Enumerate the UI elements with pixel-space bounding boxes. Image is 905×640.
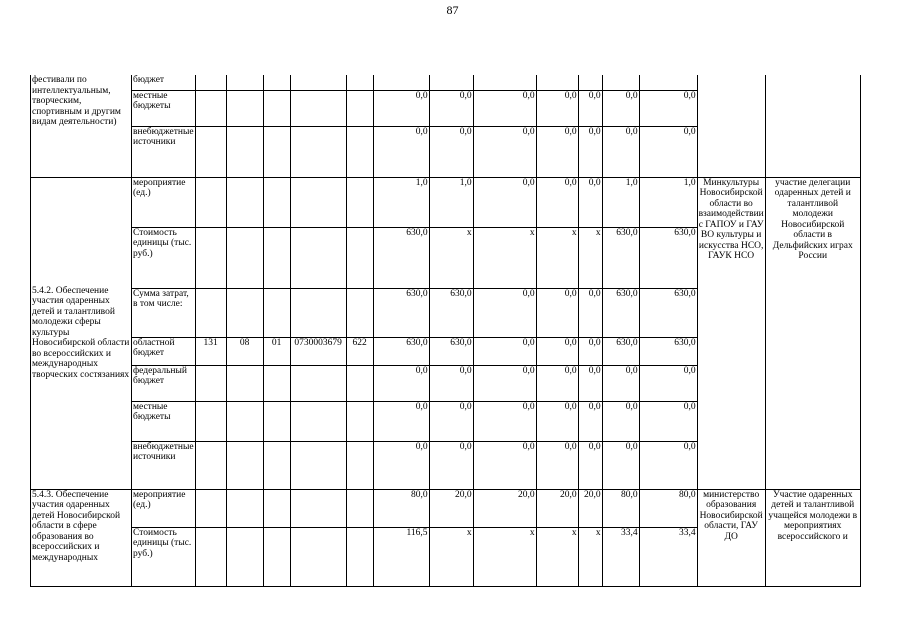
amount-cell: 630,0 xyxy=(602,288,639,337)
amount-cell xyxy=(473,75,536,90)
amount-cell: 0,0 xyxy=(429,126,473,177)
funding-source: Стоимость единицы (тыс. руб.) xyxy=(132,527,196,586)
amount-cell: 0,0 xyxy=(578,288,602,337)
amount-cell: 0,0 xyxy=(536,177,578,227)
budget-code-cell xyxy=(346,489,373,527)
budget-code-cell xyxy=(195,401,226,441)
amount-cell: 630,0 xyxy=(373,288,429,337)
budget-code-cell xyxy=(346,90,373,126)
budget-code-cell xyxy=(346,227,373,288)
amount-cell: 0,0 xyxy=(578,337,602,365)
budget-code-cell xyxy=(263,227,290,288)
funding-source: местные бюджеты xyxy=(132,90,196,126)
budget-code-cell xyxy=(226,365,263,401)
budget-code-cell: 0730003679 xyxy=(290,337,346,365)
amount-cell: 0,0 xyxy=(536,441,578,489)
budget-code-cell xyxy=(226,489,263,527)
amount-cell: 0,0 xyxy=(473,365,536,401)
budget-code-cell xyxy=(290,489,346,527)
page-number: 87 xyxy=(446,3,459,17)
activity-name: фестивали по интеллектуальным, творческим, спортивным и другим видам деятельности) xyxy=(31,75,132,177)
amount-cell xyxy=(578,75,602,90)
budget-code-cell xyxy=(290,126,346,177)
budget-code-cell xyxy=(346,75,373,90)
budget-code-cell xyxy=(290,90,346,126)
activity-name: 5.4.2. Обеспечение участия одаренных детей и талантливой молодежи сферы культуры Новосибирской области во всероссийских и международных творческих состязаниях xyxy=(31,177,132,489)
amount-cell: 80,0 xyxy=(373,489,429,527)
budget-table xyxy=(30,75,861,587)
budget-code-cell: 08 xyxy=(226,337,263,365)
budget-code-cell xyxy=(346,365,373,401)
amount-cell: x xyxy=(473,527,536,586)
budget-code-cell xyxy=(346,288,373,337)
budget-code-cell xyxy=(226,527,263,586)
amount-cell: 0,0 xyxy=(602,365,639,401)
amount-cell: 1,0 xyxy=(639,177,697,227)
amount-cell: 0,0 xyxy=(639,90,697,126)
budget-code-cell xyxy=(226,177,263,227)
executor-cell: Минкультуры Новосибирской области во взаимодействии с ГАПОУ и ГАУ ВО культуры и искусства НСО, ГАУК НСО xyxy=(697,177,765,489)
amount-cell: 0,0 xyxy=(373,90,429,126)
budget-code-cell xyxy=(346,126,373,177)
amount-cell: 33,4 xyxy=(639,527,697,586)
amount-cell: 20,0 xyxy=(429,489,473,527)
amount-cell xyxy=(639,75,697,90)
amount-cell: 0,0 xyxy=(536,126,578,177)
amount-cell: 630,0 xyxy=(429,337,473,365)
amount-cell: 0,0 xyxy=(578,126,602,177)
amount-cell: 20,0 xyxy=(536,489,578,527)
budget-code-cell xyxy=(226,90,263,126)
amount-cell: 0,0 xyxy=(536,337,578,365)
amount-cell: 0,0 xyxy=(578,441,602,489)
budget-code-cell xyxy=(290,75,346,90)
amount-cell xyxy=(373,75,429,90)
amount-cell: x xyxy=(429,527,473,586)
budget-code-cell xyxy=(290,401,346,441)
expected-result-cell: Участие одаренных детей и талантливой учащейся молодежи в мероприятиях всероссийского и xyxy=(765,489,860,586)
budget-code-cell xyxy=(263,288,290,337)
amount-cell: 630,0 xyxy=(639,227,697,288)
budget-code-cell xyxy=(226,288,263,337)
amount-cell: 20,0 xyxy=(578,489,602,527)
amount-cell: 1,0 xyxy=(602,177,639,227)
executor-cell xyxy=(697,75,765,177)
amount-cell: 0,0 xyxy=(639,126,697,177)
amount-cell: 0,0 xyxy=(536,365,578,401)
amount-cell: 0,0 xyxy=(473,126,536,177)
amount-cell: 0,0 xyxy=(602,126,639,177)
budget-code-cell xyxy=(290,365,346,401)
amount-cell: 630,0 xyxy=(639,288,697,337)
amount-cell: 1,0 xyxy=(373,177,429,227)
amount-cell: 0,0 xyxy=(373,441,429,489)
amount-cell: 0,0 xyxy=(536,401,578,441)
amount-cell: 630,0 xyxy=(373,337,429,365)
amount-cell xyxy=(602,75,639,90)
amount-cell: 0,0 xyxy=(602,90,639,126)
budget-code-cell xyxy=(263,75,290,90)
amount-cell: 0,0 xyxy=(602,401,639,441)
funding-source: Сумма затрат, в том числе: xyxy=(132,288,196,337)
budget-code-cell xyxy=(346,401,373,441)
amount-cell: 0,0 xyxy=(578,177,602,227)
amount-cell: x xyxy=(536,527,578,586)
amount-cell: 0,0 xyxy=(473,90,536,126)
amount-cell: 0,0 xyxy=(639,441,697,489)
budget-code-cell xyxy=(226,441,263,489)
amount-cell: 0,0 xyxy=(473,337,536,365)
funding-source: федеральный бюджет xyxy=(132,365,196,401)
funding-source: бюджет xyxy=(132,75,196,90)
budget-code-cell xyxy=(226,126,263,177)
amount-cell: 0,0 xyxy=(429,401,473,441)
amount-cell: x xyxy=(578,227,602,288)
amount-cell: 80,0 xyxy=(602,489,639,527)
amount-cell xyxy=(536,75,578,90)
funding-source: мероприятие (ед.) xyxy=(132,177,196,227)
budget-code-cell xyxy=(290,288,346,337)
table-row xyxy=(31,489,861,527)
budget-code-cell xyxy=(263,489,290,527)
amount-cell: 0,0 xyxy=(473,288,536,337)
table-row xyxy=(31,75,861,90)
budget-code-cell xyxy=(290,227,346,288)
table-row xyxy=(31,177,861,227)
budget-code-cell xyxy=(195,489,226,527)
amount-cell: 630,0 xyxy=(373,227,429,288)
budget-code-cell xyxy=(226,401,263,441)
budget-code-cell xyxy=(263,527,290,586)
budget-code-cell xyxy=(195,126,226,177)
funding-source: мероприятие (ед.) xyxy=(132,489,196,527)
amount-cell: x xyxy=(473,227,536,288)
budget-code-cell xyxy=(263,401,290,441)
amount-cell: x xyxy=(429,227,473,288)
budget-code-cell xyxy=(263,126,290,177)
budget-code-cell xyxy=(226,227,263,288)
budget-code-cell xyxy=(195,75,226,90)
amount-cell: 0,0 xyxy=(578,365,602,401)
budget-code-cell xyxy=(263,441,290,489)
amount-cell: 0,0 xyxy=(429,365,473,401)
expected-result-cell xyxy=(765,75,860,177)
amount-cell: 0,0 xyxy=(373,126,429,177)
funding-source: внебюджетные источники xyxy=(132,126,196,177)
amount-cell: 0,0 xyxy=(373,365,429,401)
budget-code-cell: 622 xyxy=(346,337,373,365)
budget-code-cell xyxy=(195,527,226,586)
amount-cell: 20,0 xyxy=(473,489,536,527)
budget-code-cell xyxy=(195,227,226,288)
budget-code-cell xyxy=(195,365,226,401)
amount-cell: 0,0 xyxy=(536,90,578,126)
funding-source: Стоимость единицы (тыс. руб.) xyxy=(132,227,196,288)
amount-cell: 0,0 xyxy=(473,177,536,227)
budget-code-cell xyxy=(195,90,226,126)
amount-cell: x xyxy=(578,527,602,586)
amount-cell: x xyxy=(536,227,578,288)
funding-source: областной бюджет xyxy=(132,337,196,365)
amount-cell: 0,0 xyxy=(639,365,697,401)
amount-cell xyxy=(429,75,473,90)
budget-code-cell xyxy=(195,441,226,489)
budget-code-cell xyxy=(346,177,373,227)
amount-cell: 0,0 xyxy=(473,441,536,489)
funding-source: местные бюджеты xyxy=(132,401,196,441)
budget-code-cell xyxy=(290,177,346,227)
budget-code-cell: 131 xyxy=(195,337,226,365)
amount-cell: 0,0 xyxy=(429,441,473,489)
amount-cell: 0,0 xyxy=(473,401,536,441)
amount-cell: 0,0 xyxy=(373,401,429,441)
executor-cell: министерство образования Новосибирской области, ГАУ ДО xyxy=(697,489,765,586)
budget-code-cell xyxy=(290,527,346,586)
expected-result-cell: участие делегации одаренных детей и талантливой молодежи Новосибирской области в Дельфийских играх России xyxy=(765,177,860,489)
amount-cell: 630,0 xyxy=(602,227,639,288)
budget-code-cell xyxy=(195,177,226,227)
budget-code-cell xyxy=(263,90,290,126)
budget-code-cell xyxy=(195,288,226,337)
amount-cell: 0,0 xyxy=(602,441,639,489)
amount-cell: 0,0 xyxy=(639,401,697,441)
funding-source: внебюджетные источники xyxy=(132,441,196,489)
amount-cell: 1,0 xyxy=(429,177,473,227)
amount-cell: 116,5 xyxy=(373,527,429,586)
budget-code-cell xyxy=(263,365,290,401)
amount-cell: 80,0 xyxy=(639,489,697,527)
budget-code-cell xyxy=(346,527,373,586)
amount-cell: 0,0 xyxy=(578,90,602,126)
budget-code-cell xyxy=(263,177,290,227)
amount-cell: 0,0 xyxy=(429,90,473,126)
amount-cell: 630,0 xyxy=(429,288,473,337)
amount-cell: 630,0 xyxy=(639,337,697,365)
activity-name: 5.4.3. Обеспечение участия одаренных детей Новосибирской области в сфере образования во всероссийских и международных xyxy=(31,489,132,586)
amount-cell: 33,4 xyxy=(602,527,639,586)
budget-code-cell xyxy=(226,75,263,90)
budget-code-cell xyxy=(290,441,346,489)
amount-cell: 0,0 xyxy=(578,401,602,441)
amount-cell: 0,0 xyxy=(536,288,578,337)
budget-code-cell xyxy=(346,441,373,489)
amount-cell: 630,0 xyxy=(602,337,639,365)
budget-code-cell: 01 xyxy=(263,337,290,365)
